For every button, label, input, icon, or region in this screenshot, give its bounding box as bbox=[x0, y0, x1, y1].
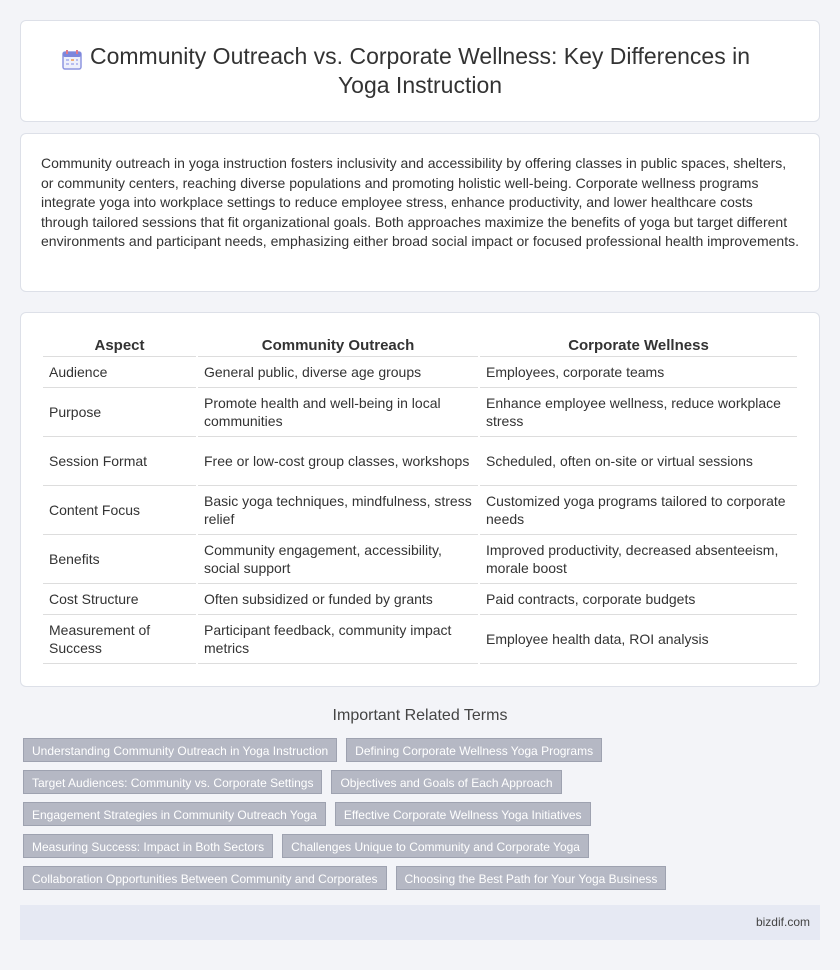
tag-row bbox=[23, 738, 813, 762]
table-cell: General public, diverse age groups bbox=[198, 357, 478, 388]
table-cell: Benefits bbox=[43, 535, 196, 584]
table-cell: Free or low-cost group classes, workshops bbox=[198, 437, 478, 486]
table-cell: Cost Structure bbox=[43, 584, 196, 615]
table-row bbox=[43, 388, 797, 437]
tag-row bbox=[23, 866, 813, 890]
tag-row bbox=[23, 770, 813, 794]
table-cell: Employees, corporate teams bbox=[480, 357, 797, 388]
table-cell: Promote health and well-being in local communities bbox=[198, 388, 478, 437]
table-cell: Customized yoga programs tailored to corporate needs bbox=[480, 486, 797, 535]
footer-site-link[interactable]: bizdif.com bbox=[755, 915, 810, 929]
table-cell: Scheduled, often on-site or virtual sessions bbox=[480, 437, 797, 486]
table-cell: Purpose bbox=[43, 388, 196, 437]
table-cell: Paid contracts, corporate budgets bbox=[480, 584, 797, 615]
table-row bbox=[43, 615, 797, 664]
header-community-outreach: Community Outreach bbox=[198, 333, 478, 357]
comparison-table bbox=[41, 333, 799, 664]
related-term-link[interactable]: Choosing the Best Path for Your Yoga Business bbox=[396, 866, 667, 890]
intro-paragraph: Community outreach in yoga instruction fosters inclusivity and accessibility by offering classes in public spaces, shelters, or community centers, reaching diverse populations and promoting holistic well-being. Corporate wellness programs integrate yoga into workplace settings to reduce employee stress, enhance productivity, and lower healthcare costs through tailored sessions that fit organizational goals. Both approaches maximize the benefits of yoga but target different environments and participant needs, emphasizing either broad social impact or focused professional health improvements. bbox=[41, 155, 799, 249]
table-row bbox=[43, 584, 797, 615]
table-cell: Often subsidized or funded by grants bbox=[198, 584, 478, 615]
table-row bbox=[43, 437, 797, 486]
related-term-link[interactable]: Challenges Unique to Community and Corporate Yoga bbox=[282, 834, 589, 858]
table-row bbox=[43, 535, 797, 584]
table-cell: Session Format bbox=[43, 437, 196, 486]
table-cell: Basic yoga techniques, mindfulness, stress relief bbox=[198, 486, 478, 535]
related-term-link[interactable]: Defining Corporate Wellness Yoga Programs bbox=[346, 738, 602, 762]
header-corporate-wellness: Corporate Wellness bbox=[480, 333, 797, 357]
related-term-link[interactable]: Collaboration Opportunities Between Community and Corporates bbox=[23, 866, 387, 890]
related-terms-list bbox=[23, 738, 813, 898]
related-term-link[interactable]: Effective Corporate Wellness Yoga Initiatives bbox=[335, 802, 591, 826]
table-cell: Enhance employee wellness, reduce workplace stress bbox=[480, 388, 797, 437]
footer bbox=[20, 905, 820, 940]
related-term-link[interactable]: Understanding Community Outreach in Yoga Instruction bbox=[23, 738, 337, 762]
table-cell: Participant feedback, community impact metrics bbox=[198, 615, 478, 664]
table-cell: Content Focus bbox=[43, 486, 196, 535]
calendar-icon bbox=[61, 49, 83, 71]
related-term-link[interactable]: Engagement Strategies in Community Outreach Yoga bbox=[23, 802, 326, 826]
table-row bbox=[43, 486, 797, 535]
table-cell: Improved productivity, decreased absenteeism, morale boost bbox=[480, 535, 797, 584]
related-terms-title: Important Related Terms bbox=[332, 707, 508, 724]
comparison-card bbox=[20, 312, 820, 687]
table-header-row bbox=[43, 333, 797, 357]
header-aspect: Aspect bbox=[43, 333, 196, 357]
table-cell: Audience bbox=[43, 357, 196, 388]
tag-row bbox=[23, 802, 813, 826]
page-title: Community Outreach vs. Corporate Wellness: Key Differences in Yoga Instruction bbox=[89, 43, 751, 98]
title-card bbox=[20, 20, 820, 122]
table-cell: Measurement of Success bbox=[43, 615, 196, 664]
related-term-link[interactable]: Measuring Success: Impact in Both Sectors bbox=[23, 834, 273, 858]
related-term-link[interactable]: Objectives and Goals of Each Approach bbox=[331, 770, 561, 794]
table-row bbox=[43, 357, 797, 388]
tag-row bbox=[23, 834, 813, 858]
table-cell: Community engagement, accessibility, social support bbox=[198, 535, 478, 584]
intro-card bbox=[20, 133, 820, 292]
table-cell: Employee health data, ROI analysis bbox=[480, 615, 797, 664]
related-term-link[interactable]: Target Audiences: Community vs. Corporate Settings bbox=[23, 770, 322, 794]
